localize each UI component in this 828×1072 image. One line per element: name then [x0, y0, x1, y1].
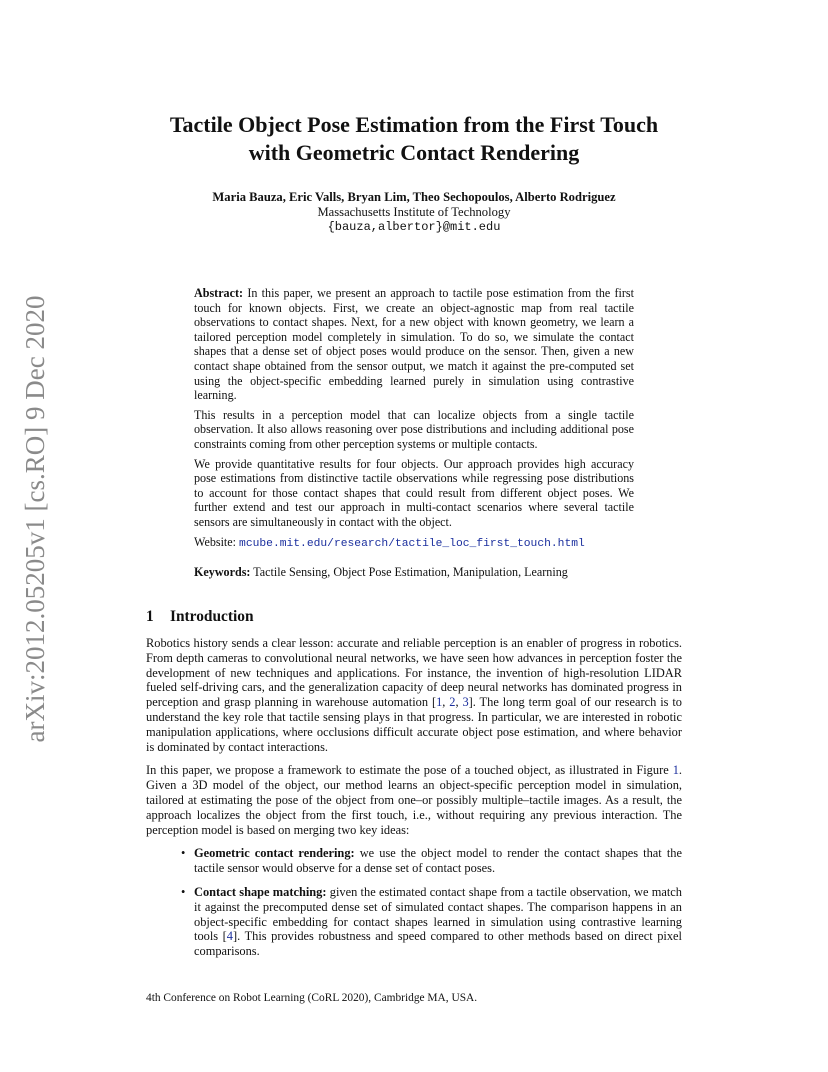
intro-text: Robotics history sends a clear lesson: accurate and reliable perception is an enabler of progress in robotics. From depth cameras to convolutional neural networks, we have seen how advances in perception foster the development of new techniques and applications. For instance, the invention of high-resolution LIDAR fueled self-driving cars, and the generalization capacity of deep neural networks has dominated progress in perception and grasp planning in warehouse automation [	[146, 636, 682, 710]
bullet-text: ]. This provides robustness and speed compared to other methods based on direct pixel comparisons.	[194, 929, 682, 959]
keywords-label: Keywords:	[194, 565, 251, 580]
website-line	[194, 535, 634, 552]
abstract	[194, 286, 634, 585]
affiliation: Massachusetts Institute of Technology	[317, 205, 511, 219]
introduction-body	[146, 636, 682, 968]
intro-text: In this paper, we propose a framework to estimate the pose of a touched object, as illustrated in Figure	[146, 763, 673, 778]
conference-footer: 4th Conference on Robot Learning (CoRL 2020), Cambridge MA, USA.	[146, 992, 478, 1004]
keywords-text: Tactile Sensing, Object Pose Estimation, Manipulation, Learning	[253, 565, 568, 580]
bullet-icon: •	[181, 884, 186, 899]
title-line-2: with Geometric Contact Rendering	[248, 140, 580, 165]
bullet-lead: Contact shape matching:	[194, 884, 327, 899]
bullet-lead: Geometric contact rendering:	[194, 846, 355, 861]
keywords-line	[194, 565, 634, 580]
list-item	[181, 884, 682, 959]
list-item	[181, 846, 682, 876]
citation-separator: ,	[455, 695, 463, 710]
key-ideas-list	[146, 846, 682, 959]
bullet-icon: •	[181, 846, 186, 861]
website-link[interactable]: mcube.mit.edu/research/tactile_loc_first_touch.html	[239, 537, 585, 550]
abstract-paragraph-2: This results in a perception model that can localize objects from a single tactile observation. It also allows reasoning over pose distributions and including additional pose constraints coming from other perception systems or multiple contacts.	[194, 407, 634, 451]
bullet-text: given the estimated contact shape from a tactile observation, we match it against the precomputed dense set of simulated contact shapes. The comparison happens in an object-specific embedding for contact shapes learned in simulation using contrastive learning tools [	[194, 884, 682, 944]
title-line-1: Tactile Object Pose Estimation from the First Touch	[169, 112, 659, 137]
bullet-text: we use the object model to render the contact shapes that the tactile sensor would observe for a dense set of contact poses.	[194, 846, 682, 876]
citation-separator: ,	[442, 695, 450, 710]
abstract-label: Abstract:	[194, 286, 244, 300]
intro-text: ]. The long term goal of our research is to understand the key role that tactile sensing plays in that progress. In particular, we are interested in robotic manipulation applications, where occlusions difficult accurate object pose estimation, and where behavior is dominated by contact interactions.	[146, 695, 682, 754]
intro-paragraph-2	[146, 763, 682, 837]
abstract-text-1: In this paper, we present an approach to tactile pose estimation from the first touch for known objects. First, we create an object-agnostic map from real tactile observations to contact shapes. Next, for a new object with known geometry, we learn a tailored perception model completely in simulation. To do so, we simulate the contact shapes that a dense set of object poses would produce on the sensor. Then, given a new contact shape obtained from the sensor output, we match it against the pre-computed set using the object-specific embedding learned purely in simulation using contrastive learning.	[194, 286, 634, 403]
citation-link-3[interactable]: 3	[462, 695, 469, 710]
section-heading	[146, 607, 682, 627]
author-block	[120, 190, 708, 235]
section-title: Introduction	[170, 608, 254, 625]
citation-link-2[interactable]: 2	[449, 695, 456, 710]
website-label: Website:	[194, 534, 237, 549]
intro-paragraph-1	[146, 636, 682, 754]
abstract-paragraph-3: We provide quantitative results for four objects. Our approach provides high accuracy pose estimations from distinctive tactile observations while regressing pose distributions to account for those contact shapes that could result from different object poses. We further extend and test our approach in multi-contact scenarios where several tactile sensors are simultaneously in contact with the object.	[194, 456, 634, 529]
citation-link-1[interactable]: 1	[436, 695, 443, 710]
section-number: 1	[146, 608, 154, 625]
abstract-paragraph-1	[194, 286, 634, 403]
author-email: {bauza,albertor}@mit.edu	[327, 220, 501, 234]
citation-link-4[interactable]: 4	[226, 929, 233, 944]
paper-title	[120, 111, 708, 167]
intro-text: . Given a 3D model of the object, our method learns an object-specific perception model in simulation, tailored at estimating the pose of the object from one–or possibly multiple–tactile images. As a result, the approach localizes the object from the first touch, i.e., without requiring any previous interaction. The perception model is based on merging two key ideas:	[146, 763, 682, 837]
arxiv-identifier-stamp: arXiv:2012.05205v1 [cs.RO] 9 Dec 2020	[20, 295, 50, 743]
figure-reference-link[interactable]: 1	[672, 763, 679, 778]
author-names: Maria Bauza, Eric Valls, Bryan Lim, Theo Sechopoulos, Alberto Rodriguez	[212, 190, 616, 204]
